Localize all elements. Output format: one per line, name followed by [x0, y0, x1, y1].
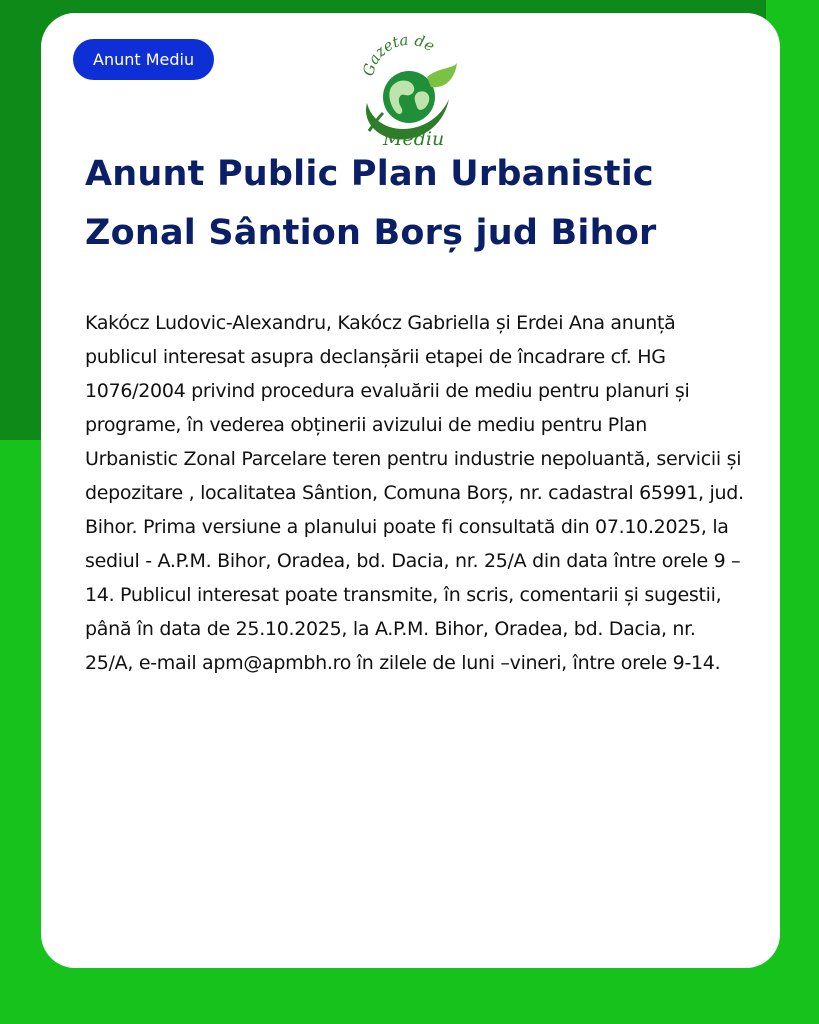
gazeta-de-mediu-logo	[353, 33, 463, 151]
logo-text-bottom: Mediu	[383, 128, 445, 150]
page-title: Anunt Public Plan Urbanistic Zonal Sântion Borș jud Bihor	[85, 154, 657, 253]
svg-text:Gazeta de	[359, 33, 438, 78]
globe-leaf-icon	[353, 33, 463, 151]
logo-text-top: Gazeta de	[359, 33, 438, 78]
announcement-body: Kakócz Ludovic-Alexandru, Kakócz Gabriella și Erdei Ana anunță publicul interesat asupra declanșării etapei de încadrare cf. HG 1076/2004 privind procedura evaluării de mediu pentru planuri și programe, în vederea obținerii avizului de mediu pentru Plan Urbanistic Zonal Parcelare teren pentru industrie nepoluantă, servicii și depozitare , localitatea Sântion, Comuna Borș, nr. cadastral 65991, jud. Bihor. Prima versiune a planului poate fi consultată din 07.10.2025, la sediul - A.P.M. Bihor, Oradea, bd. Dacia, nr. 25/A din data între orele 9 – 14. Publicul interesat poate transmite, în scris, comentarii și sugestii, până în data de 25.10.2025, la A.P.M. Bihor, Oradea, bd. Dacia, nr. 25/A, e-mail apm@apmbh.ro în zilele de luni –vineri, între orele 9-14.	[85, 312, 744, 674]
announcement-card	[41, 13, 780, 968]
category-badge[interactable]: Anunt Mediu	[73, 39, 214, 80]
